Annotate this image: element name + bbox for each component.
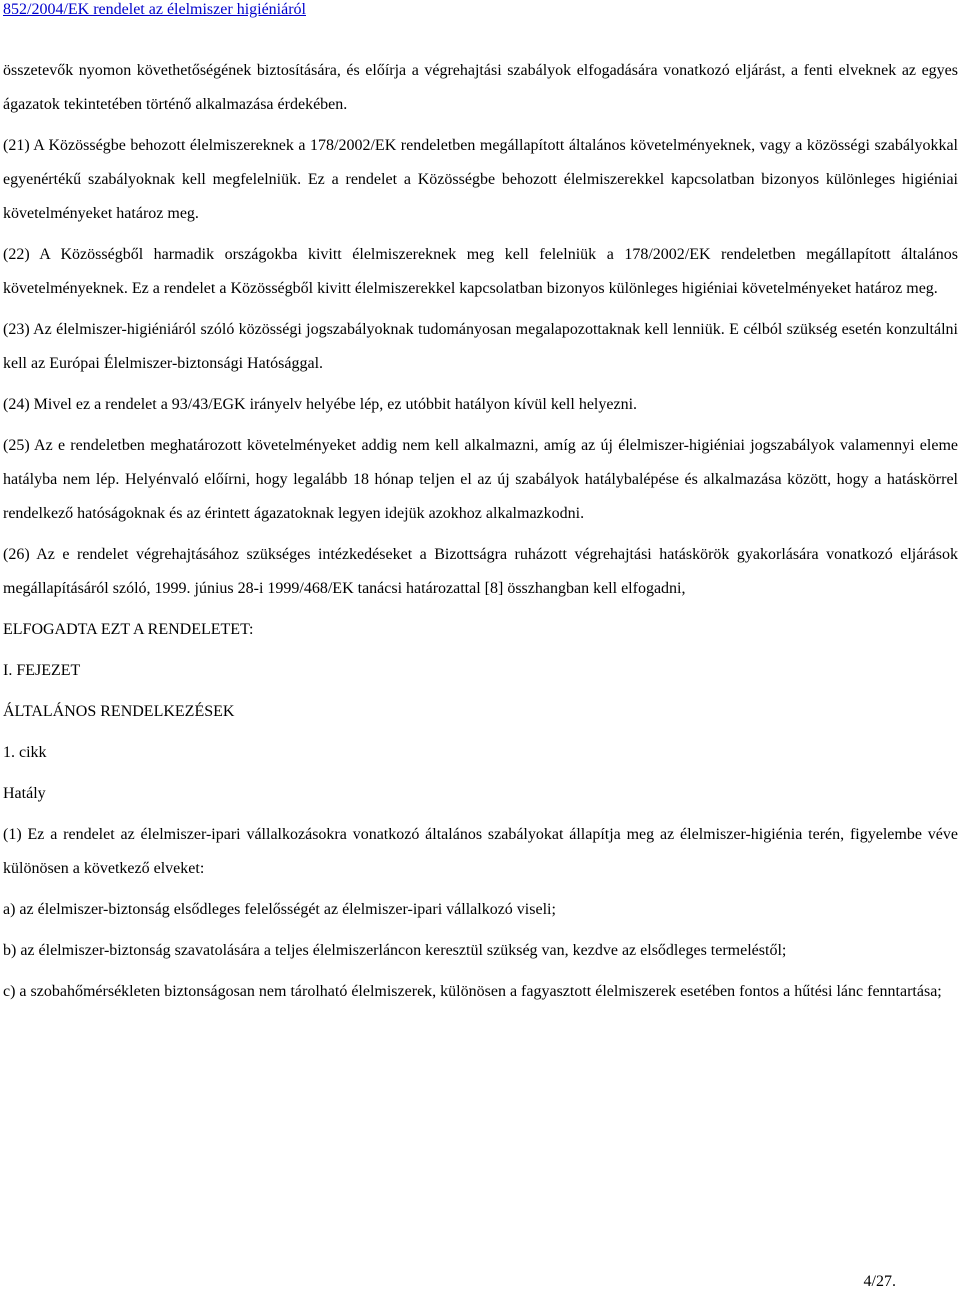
list-item-a: a) az élelmiszer-biztonság elsődleges felelősségét az élelmiszer-ipari vállalkozó viseli; xyxy=(3,901,556,918)
paragraph-recital-26: (26) Az e rendelet végrehajtásához szükséges intézkedéseket a Bizottságra ruházott végrehajtási hatáskörök gyakorlására vonatkozó eljárások megállapításáról szóló, 1999. június 28-i 1999/468/EK tanácsi határozattal [8] összhangban kell elfogadni, xyxy=(3,546,958,597)
document-body xyxy=(3,54,958,1009)
list-item-c: c) a szobahőmérsékleten biztonságosan nem tárolható élelmiszerek, különösen a fagyasztott élelmiszerek esetében fontos a hűtési lánc fenntartása; xyxy=(3,983,942,1000)
paragraph-recital-23: (23) Az élelmiszer-higiéniáról szóló közösségi jogszabályoknak tudományosan megalapozottaknak kell lenniük. E célból szükség esetén konzultálni kell az Európai Élelmiszer-biztonsági Hatósággal. xyxy=(3,321,958,372)
article-1-paragraph-1: (1) Ez a rendelet az élelmiszer-ipari vállalkozásokra vonatkozó általános szabályokat állapítja meg az élelmiszer-higiénia terén, figyelembe véve különösen a következő elveket: xyxy=(3,826,958,877)
list-item-b: b) az élelmiszer-biztonság szavatolására a teljes élelmiszerláncon keresztül szükség van, kezdve az elsődleges termeléstől; xyxy=(3,942,787,959)
adoption-statement: ELFOGADTA EZT A RENDELETET: xyxy=(3,621,254,638)
chapter-heading: I. FEJEZET xyxy=(3,662,81,679)
paragraph-recital-24: (24) Mivel ez a rendelet a 93/43/EGK irányelv helyébe lép, ez utóbbit hatályon kívül kell helyezni. xyxy=(3,396,638,413)
paragraph-recital-22: (22) A Közösségből harmadik országokba kivitt élelmiszereknek meg kell felelniük a 178/2002/EK rendeletben megállapított általános követelményeknek. Ez a rendelet a Közösségből kivitt élelmiszerekkel kapcsolatban bizonyos különleges higiéniai követelményeket határoz meg. xyxy=(3,246,958,297)
paragraph-recital-20-continued: összetevők nyomon követhetőségének biztosítására, és előírja a végrehajtási szabályok elfogadására vonatkozó eljárást, a fenti elveknek az egyes ágazatok tekintetében történő alkalmazása érdekében. xyxy=(3,62,958,113)
chapter-title: ÁLTALÁNOS RENDELKEZÉSEK xyxy=(3,703,235,720)
article-number: 1. cikk xyxy=(3,744,47,761)
document-title-link[interactable]: 852/2004/EK rendelet az élelmiszer higiéniáról xyxy=(3,1,306,18)
page-number: 4/27. xyxy=(863,1273,896,1290)
article-title: Hatály xyxy=(3,785,46,802)
paragraph-recital-25: (25) Az e rendeletben meghatározott követelményeket addig nem kell alkalmazni, amíg az új élelmiszer-higiéniai jogszabályok valamennyi eleme hatályba nem lép. Helyénvaló előírni, hogy legalább 18 hónap teljen el az új szabályok hatálybalépése és alkalmazása között, hogy a hatáskörrel rendelkező hatóságoknak és az érintett ágazatoknak legyen idejük azokhoz alkalmazkodni. xyxy=(3,437,958,522)
paragraph-recital-21: (21) A Közösségbe behozott élelmiszereknek a 178/2002/EK rendeletben megállapított általános követelményeknek, vagy a közösségi szabályokkal egyenértékű szabályoknak kell megfelelniük. Ez a rendelet a Közösségbe behozott élelmiszerekkel kapcsolatban bizonyos különleges higiéniai követelményeket határoz meg. xyxy=(3,137,958,222)
